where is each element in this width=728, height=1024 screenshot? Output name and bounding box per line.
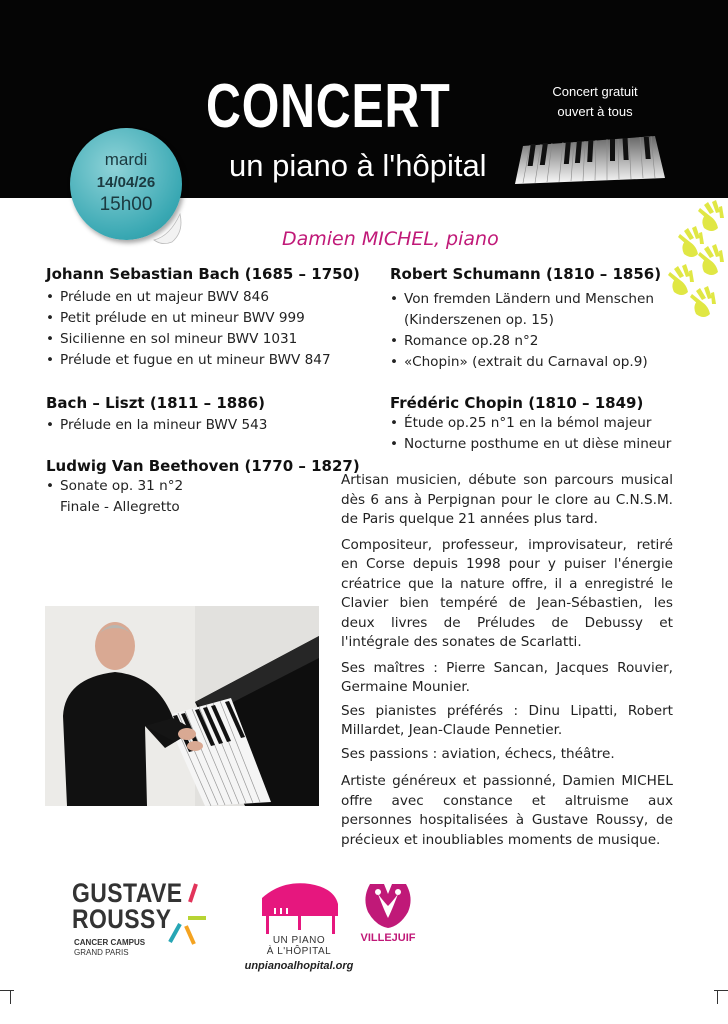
bio-paragraph: Artisan musicien, débute son parcours musical dès 6 ans à Perpignan pour le clore au C.N.S.M. de Paris quelque 21 années plus tard.: [341, 472, 673, 527]
bio-paragraph: Ses pianistes préférés : Dinu Lipatti, Robert Millardet, Jean-Claude Pennetier.: [341, 702, 673, 738]
works-list-schumann: [390, 289, 654, 373]
grand-piano-logo-icon: [252, 878, 342, 938]
pianist-photo: [45, 606, 319, 806]
badge-time: 15h00: [99, 194, 153, 215]
list-item: • Petit prélude en ut mineur BWV 999: [46, 308, 331, 329]
composer-bach-liszt: Bach – Liszt (1811 – 1886): [46, 394, 265, 412]
page-subtitle: un piano à l'hôpital: [229, 148, 487, 183]
biography: [341, 471, 673, 856]
gustave-logo-line3: CANCER CAMPUS: [74, 938, 146, 947]
bio-paragraph: Ses passions : aviation, échecs, théâtre.: [341, 745, 615, 762]
works-list-chopin: [390, 413, 671, 455]
list-item: • Sicilienne en sol mineur BWV 1031: [46, 329, 331, 350]
gustave-logo-line4: GRAND PARIS: [74, 948, 129, 957]
list-item: • Romance op.28 n°2: [390, 331, 654, 352]
free-line-1: Concert gratuit: [552, 84, 638, 99]
list-item: • Sonate op. 31 n°2: [46, 476, 183, 497]
free-line-2: ouvert à tous: [557, 104, 633, 119]
list-item: • Prélude et fugue en ut mineur BWV 847: [46, 350, 331, 371]
gustave-logo-line2: ROUSSY: [72, 904, 172, 934]
page-title: CONCERT: [206, 72, 451, 141]
list-item: • Étude op.25 n°1 en la bémol majeur: [390, 413, 671, 434]
list-item: • Von fremden Ländern und Menschen: [390, 289, 654, 310]
list-item: • Prélude en la mineur BWV 543: [46, 415, 267, 436]
composer-schumann: Robert Schumann (1810 – 1856): [390, 265, 662, 283]
works-list-beethoven: [46, 476, 183, 518]
pianist-photo-illustration: [45, 606, 319, 806]
website-url[interactable]: unpianoalhopital.org: [244, 960, 354, 972]
villejuif-label: VILLEJUIF: [360, 932, 416, 944]
badge-date: 14/04/26: [96, 174, 156, 191]
works-list-bach: [46, 287, 331, 371]
composer-chopin: Frédéric Chopin (1810 – 1849): [390, 394, 644, 412]
villejuif-logo-icon: [356, 880, 420, 930]
piano-keys-image: [515, 128, 665, 188]
page-curl-icon: [150, 210, 186, 246]
hands-decoration-icon: [648, 198, 726, 322]
gustave-roussy-mark-icon: [150, 880, 210, 950]
piano-logo-line1: UN PIANO: [272, 935, 326, 946]
piano-logo-line2: À L'HÔPITAL: [266, 946, 332, 957]
performer-name: Damien MICHEL, piano: [282, 228, 499, 250]
works-list-bach-liszt: [46, 415, 267, 436]
list-item: • Nocturne posthume en ut dièse mineur: [390, 434, 671, 455]
list-item: • Prélude en ut majeur BWV 846: [46, 287, 331, 308]
gustave-logo-line1: GUSTAVE: [72, 878, 183, 908]
composer-bach: Johann Sebastian Bach (1685 – 1750): [46, 265, 360, 283]
crop-mark: [10, 990, 25, 1004]
crop-mark: [703, 990, 718, 1004]
badge-day: mardi: [104, 150, 148, 169]
bio-paragraph: Ses maîtres : Pierre Sancan, Jacques Rouvier, Germaine Mounier.: [341, 659, 673, 695]
crop-mark: [0, 990, 14, 991]
bio-paragraph: Compositeur, professeur, improvisateur, retiré en Corse depuis 1998 pour y puiser l'énergie créatrice que la nature offre, il a enregistré le Clavier bien tempéré de Jean-Sébastien, les deux livres de Préludes de Debussy et l'intégrale des sonates de Scarlatti.: [341, 536, 673, 650]
list-item: (Kinderszenen op. 15): [404, 312, 554, 328]
list-item: Finale - Allegretto: [60, 499, 180, 515]
crop-mark: [714, 990, 728, 991]
free-concert-note: [520, 82, 670, 122]
bio-paragraph: Artiste généreux et passionné, Damien MICHEL offre avec constance et altruisme aux personnes hospitalisées à Gustave Roussy, de précieux et inoubliables moments de musique.: [341, 773, 673, 848]
composer-beethoven: Ludwig Van Beethoven (1770 – 1827): [46, 457, 360, 475]
list-item: • «Chopin» (extrait du Carnaval op.9): [390, 352, 654, 373]
